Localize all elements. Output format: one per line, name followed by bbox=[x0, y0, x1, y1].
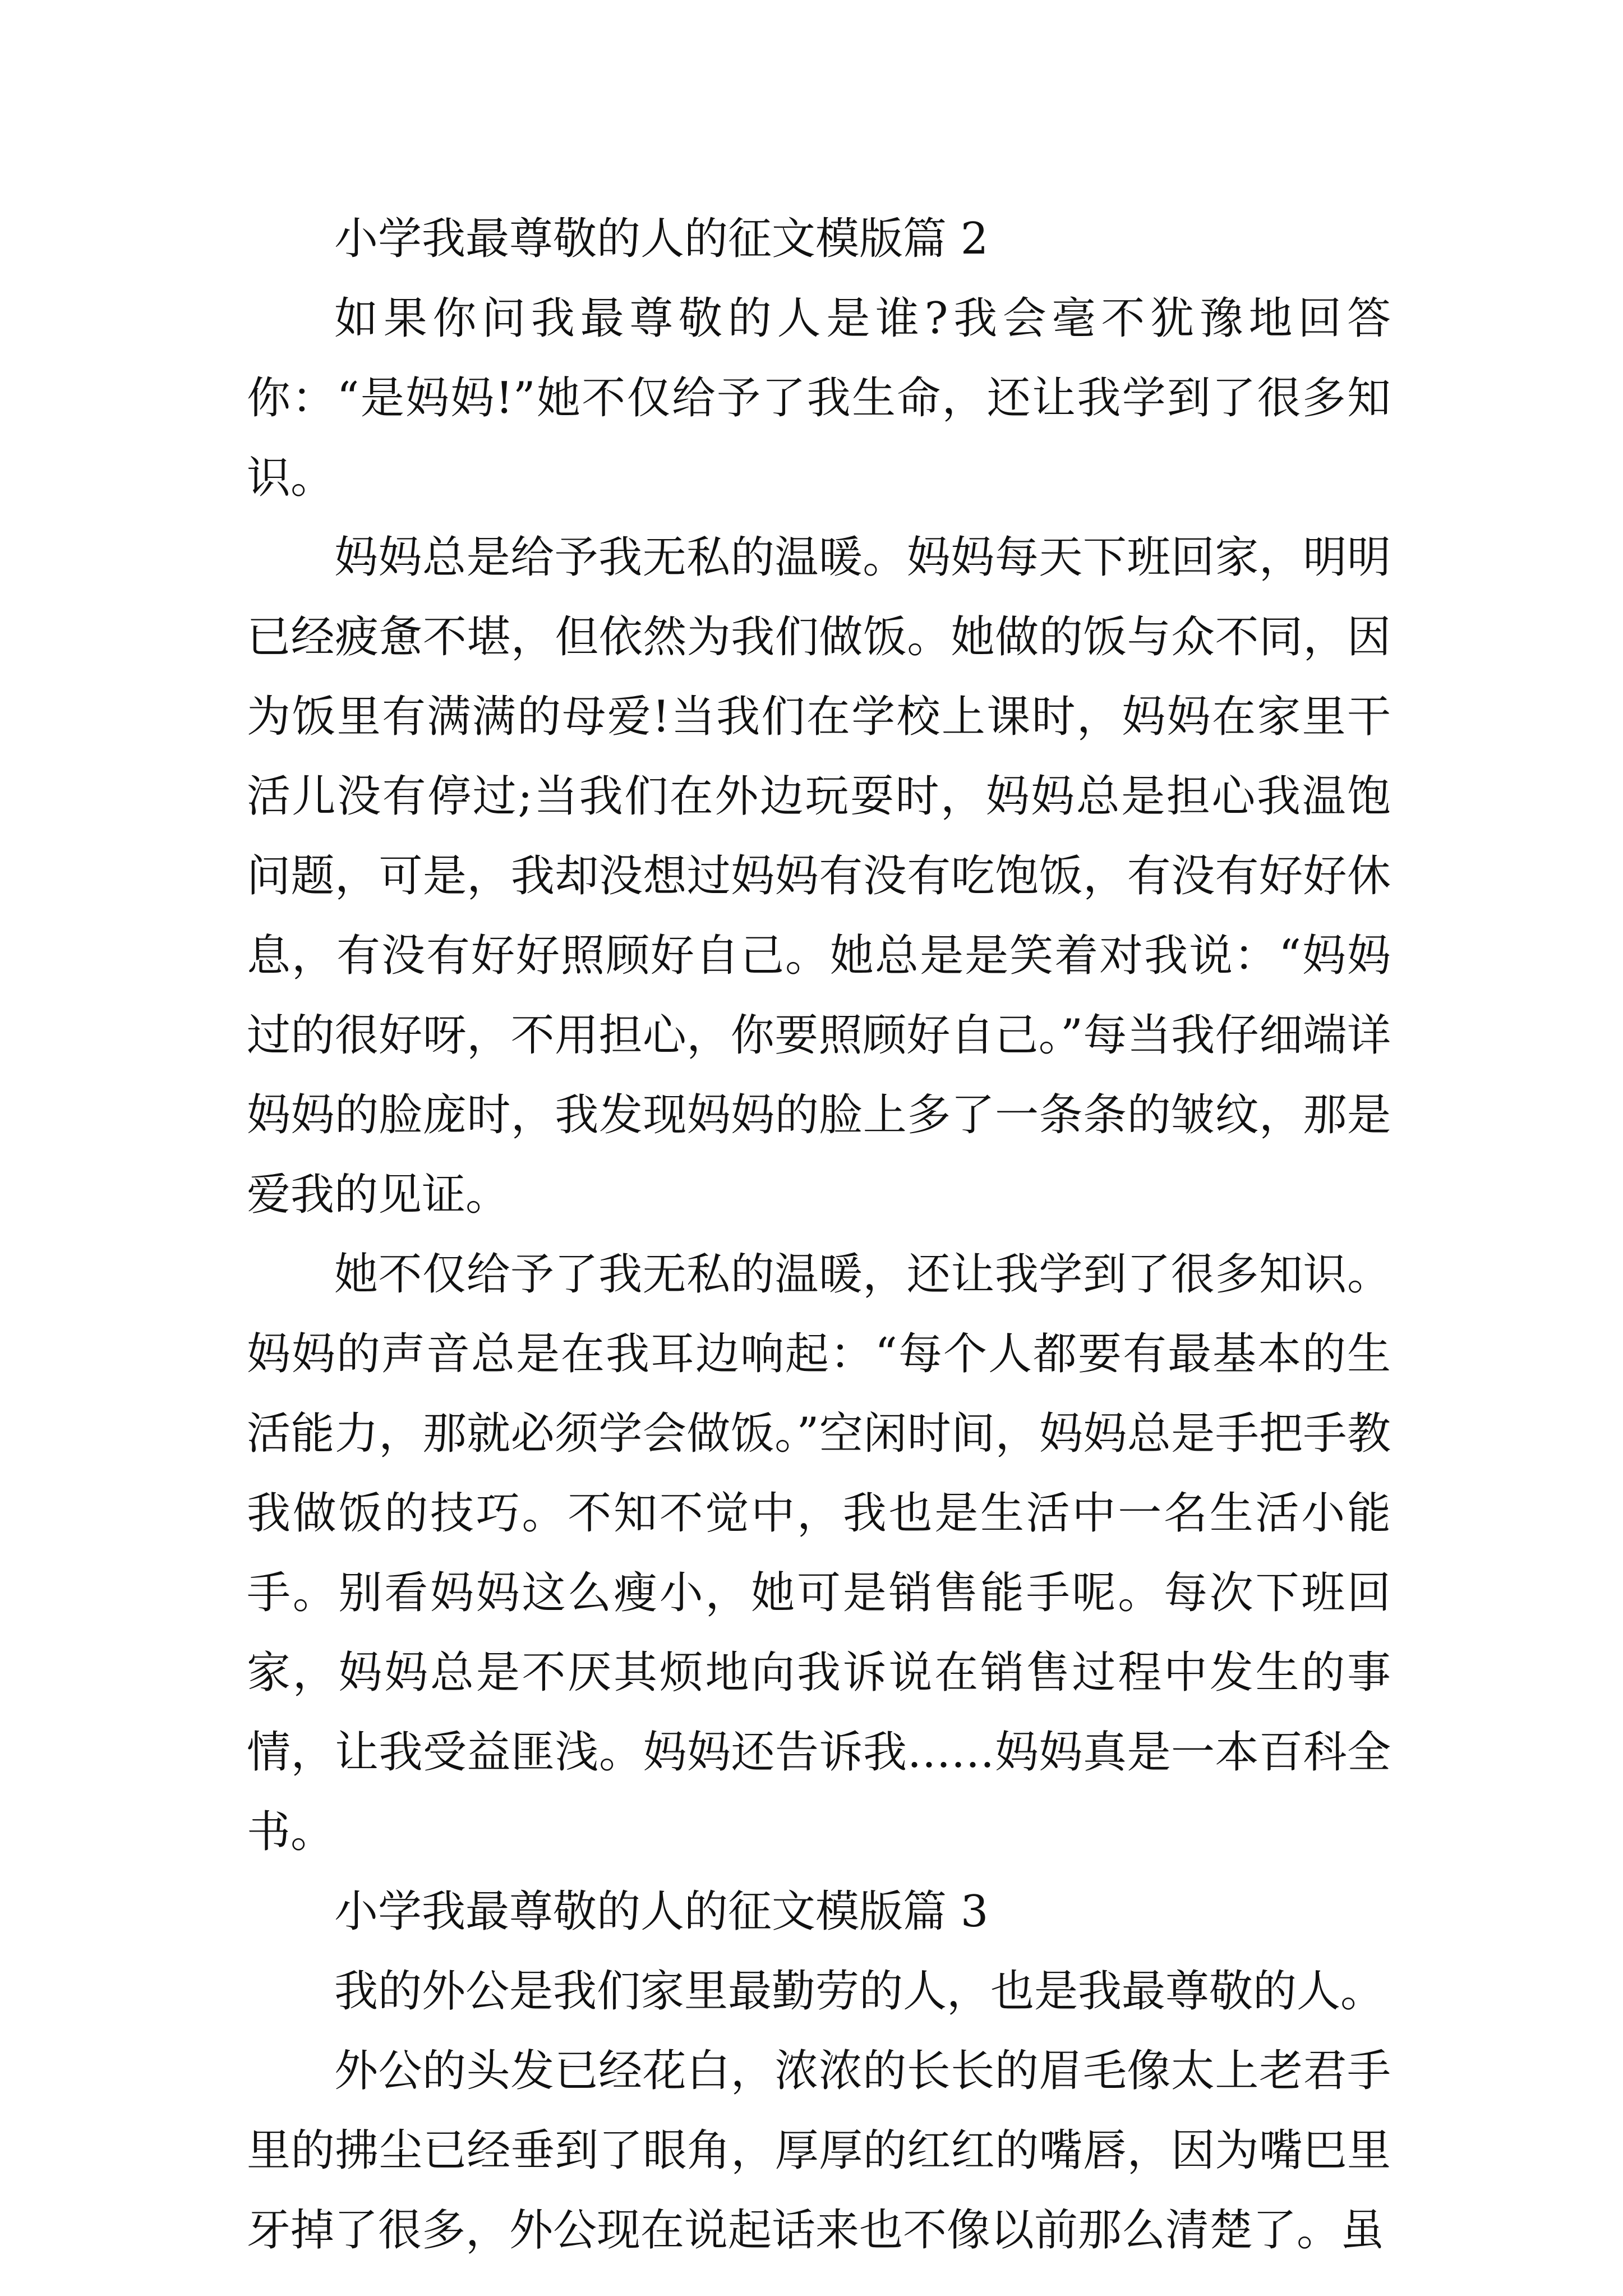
paragraph: 外公的头发已经花白，浓浓的长长的眉毛像太上老君手里的拂尘已经垂到了眼角，厚厚的红红的嘴唇，因为嘴巴里牙掉了很多，外公现在说起话来也不像以前那么清楚了。虽 bbox=[247, 2046, 1391, 2256]
paragraph: 如果你问我最尊敬的人是谁?我会毫不犹豫地回答你：“是妈妈!”她不仅给予了我生命，还让我学到了很多知识。 bbox=[247, 293, 1391, 503]
section-heading-2: 小学我最尊敬的人的征文模版篇 2 bbox=[334, 214, 989, 264]
paragraph: 妈妈总是给予我无私的温暖。妈妈每天下班回家，明明已经疲惫不堪，但依然为我们做饭。她做的饭与众不同，因为饭里有满满的母爱!当我们在学校上课时，妈妈在家里干活儿没有停过;当我们在外边玩耍时，妈妈总是担心我温饱问题，可是，我却没想过妈妈有没有吃饱饭，有没有好好休息，有没有好好照顾好自己。她总是是笑着对我说：“妈妈过的很好呀，不用担心，你要照顾好自己。”每当我仔细端详妈妈的脸庞时，我发现妈妈的脸上多了一条条的皱纹，那是爱我的见证。 bbox=[247, 532, 1391, 1220]
document-body bbox=[247, 199, 1391, 2270]
section-heading-3: 小学我最尊敬的人的征文模版篇 3 bbox=[334, 1887, 989, 1937]
paragraph: 她不仅给予了我无私的温暖，还让我学到了很多知识。妈妈的声音总是在我耳边响起：“每个人都要有最基本的生活能力，那就必须学会做饭。”空闲时间，妈妈总是手把手教我做饭的技巧。不知不觉中，我也是生活中一名生活小能手。别看妈妈这么瘦小，她可是销售能手呢。每次下班回家，妈妈总是不厌其烦地向我诉说在销售过程中发生的事情，让我受益匪浅。妈妈还告诉我……妈妈真是一本百科全书。 bbox=[247, 1249, 1391, 1857]
paragraph: 我的外公是我们家里最勤劳的人，也是我最尊敬的人。 bbox=[334, 1966, 1385, 2017]
